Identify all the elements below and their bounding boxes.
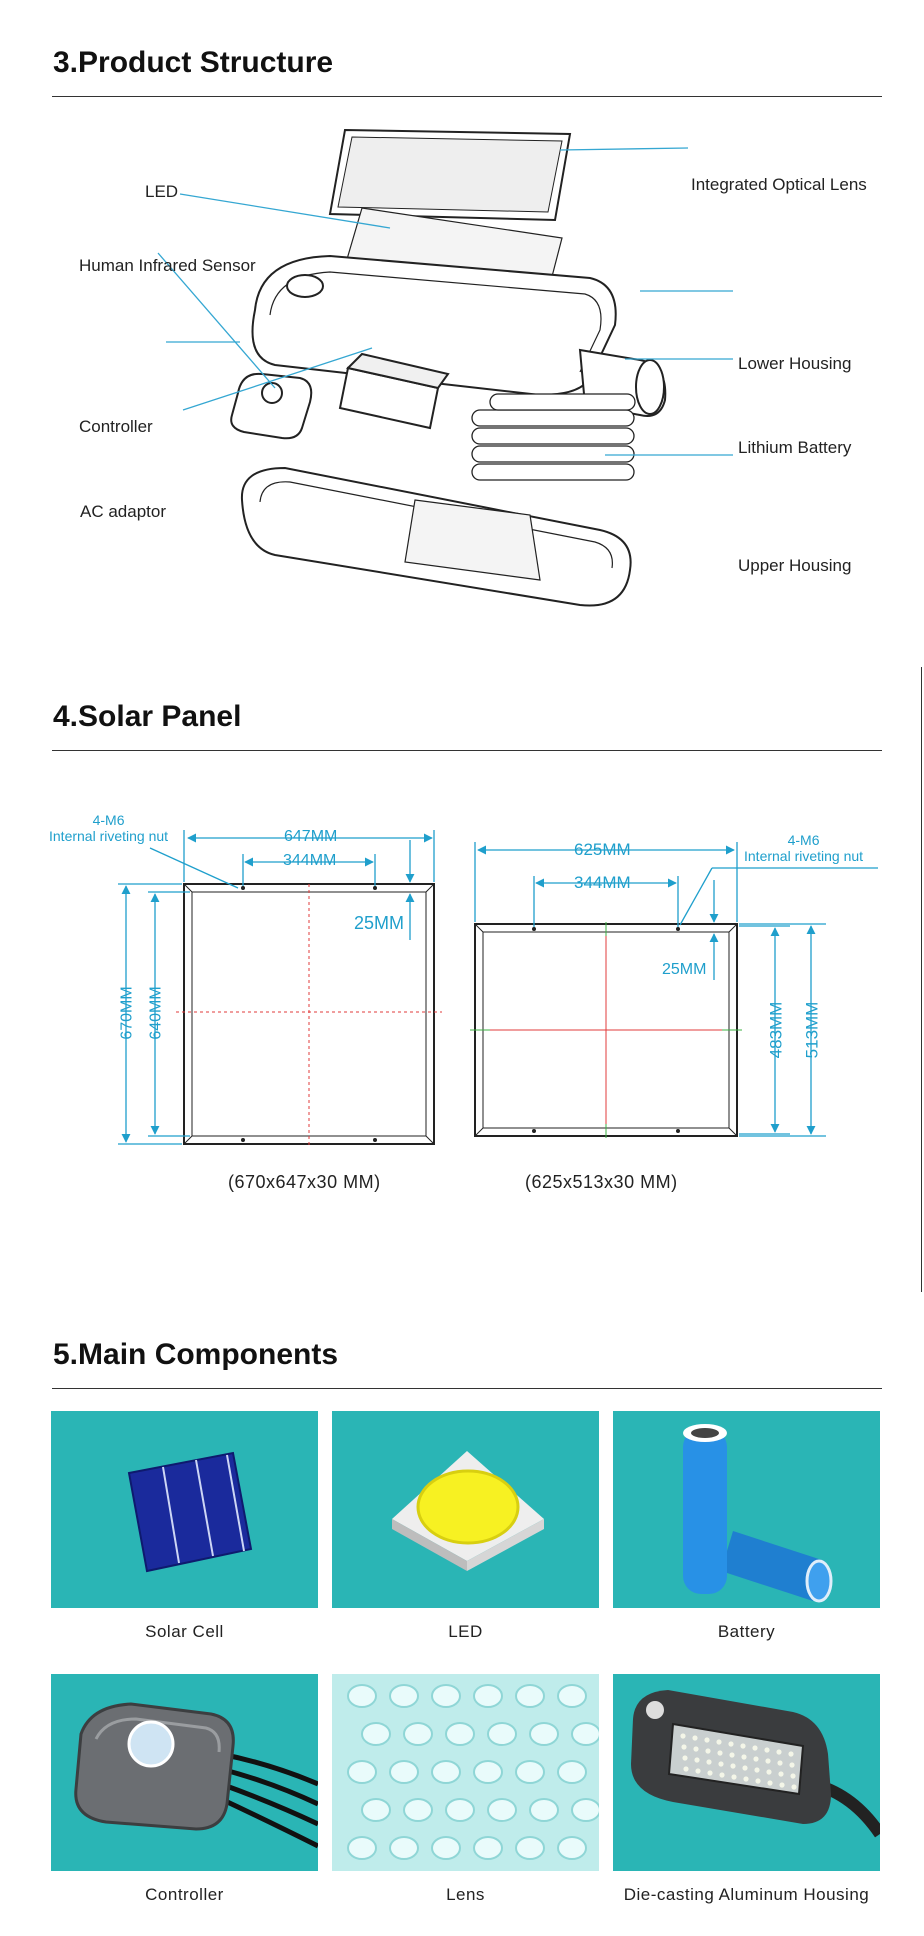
component-label: Lens xyxy=(446,1885,485,1904)
component-label: Battery xyxy=(717,1622,776,1641)
callout-lower-housing: Lower Housing xyxy=(738,354,852,373)
right-inner-width-label: 344MM xyxy=(574,873,631,892)
lower-housing-part xyxy=(253,256,666,416)
right-panel-centerlines xyxy=(470,922,742,1138)
component-label: LED xyxy=(448,1622,483,1641)
component-label: Solar Cell xyxy=(145,1622,224,1641)
right-panel-caption: (625x513x30 MM) xyxy=(525,1172,678,1192)
right-height-label: 513MM xyxy=(802,1001,822,1059)
left-edge-label: 25MM xyxy=(354,913,405,933)
callout-integrated-optical-lens: Integrated Optical Lens xyxy=(691,175,867,194)
component-card-led xyxy=(332,1411,599,1642)
component-label: Controller xyxy=(145,1885,224,1904)
callout-lithium-battery: Lithium Battery xyxy=(738,438,852,457)
section-divider xyxy=(52,1388,882,1389)
solar-panel-drawings xyxy=(0,790,924,1210)
section-title-main-components: 5.Main Components xyxy=(53,1338,339,1371)
component-label: Die-casting Aluminum Housing xyxy=(623,1885,870,1904)
callout-human-infrared-sensor: Human Infrared Sensor xyxy=(79,256,256,275)
section-divider xyxy=(52,96,882,97)
component-card-lens xyxy=(332,1674,599,1905)
section-title-product-structure: 3.Product Structure xyxy=(53,46,334,79)
left-width-label: 647MM xyxy=(284,828,338,845)
right-panel-dimension-lines xyxy=(475,842,878,1136)
led-chip-icon xyxy=(332,1411,599,1608)
left-nut-label: 4-M6 Internal riveting nut xyxy=(49,812,169,844)
left-inner-height-label: 640MM xyxy=(147,986,165,1040)
component-card-solar-cell xyxy=(51,1411,318,1642)
solar-cell-icon xyxy=(51,1411,318,1608)
left-panel-caption: (670x647x30 MM) xyxy=(228,1172,381,1192)
controller-icon xyxy=(51,1674,318,1871)
callout-controller: Controller xyxy=(79,417,153,436)
component-card-controller xyxy=(51,1674,318,1905)
integrated-optical-lens-part xyxy=(330,130,570,220)
section-divider xyxy=(52,750,882,751)
left-inner-width-label: 344MM xyxy=(283,852,337,869)
product-structure-diagram xyxy=(0,110,924,640)
right-width-label: 625MM xyxy=(574,840,631,859)
callout-upper-housing: Upper Housing xyxy=(738,556,852,575)
battery-icon xyxy=(613,1411,880,1608)
callout-led: LED xyxy=(145,182,179,201)
right-inner-height-label: 483MM xyxy=(766,1001,786,1059)
left-height-label: 670MM xyxy=(118,986,136,1040)
callout-ac-adaptor: AC adaptor xyxy=(80,502,166,521)
upper-housing-part xyxy=(242,468,631,606)
component-card-housing xyxy=(613,1674,880,1905)
right-edge-label: 25MM xyxy=(662,961,707,978)
component-card-battery xyxy=(613,1411,880,1642)
lens-icon xyxy=(332,1674,599,1871)
lithium-battery-part xyxy=(472,394,635,480)
section-title-solar-panel: 4.Solar Panel xyxy=(53,700,242,733)
right-nut-label: 4-M6 Internal riveting nut xyxy=(744,832,864,864)
housing-icon xyxy=(613,1674,880,1871)
